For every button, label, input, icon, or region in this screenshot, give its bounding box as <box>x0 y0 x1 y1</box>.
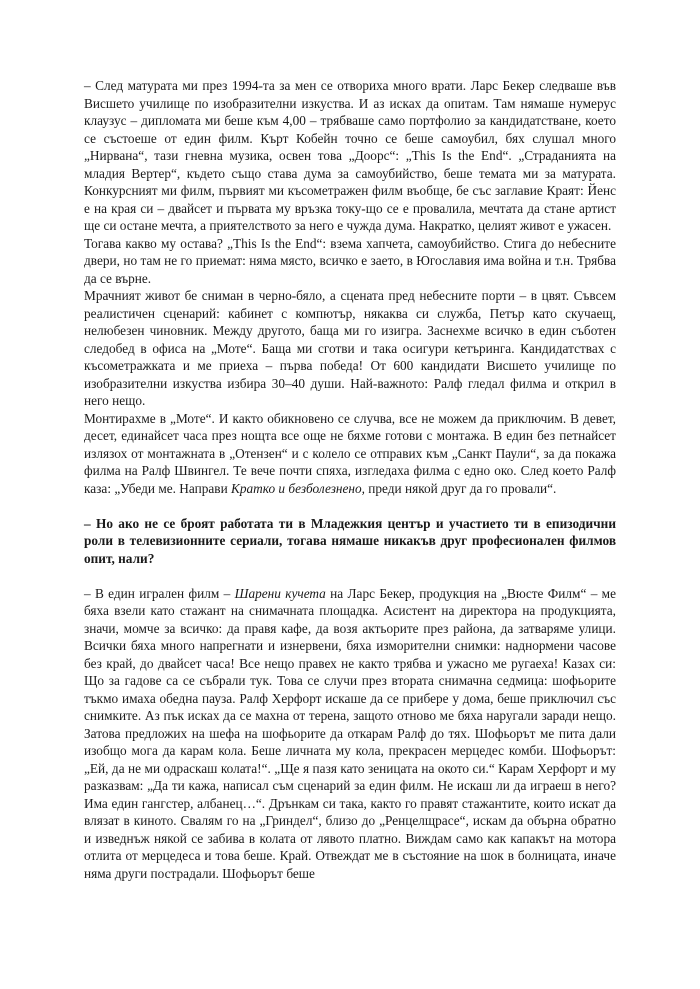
paragraph-4 <box>84 410 616 498</box>
answer-text-end: на Ларс Бекер, продукция на „Вюсте Филм“ – ме бяха взели като стажант на снимачната площадка. Асистент на директора на продукцията, значи, момче за всичко: да правя кафе, да возя актьорите през района, да затваряме улици. Всички бяха много напрегнати и изнервени, бяха изморителни снимки: наднормени часове без край, до двайсет часа! Все нещо правех не както трябва и ужасно ме ругаеха! Казах си: Що за гадове са се събрали тук. Това се случи през втората снимачна седмица: шофьорите тъкмо имаха обедна пауза. Ралф Херфорт искаше да се прибере у дома, беше приключил със снимките. Аз пък исках да се махна от терена, защото отново ме бяха наругали заради нещо. Затова предложих на шефа на шофьорите да откарам Ралф до тях. Шофьорът ме пита дали изобщо мога да карам кола. Беше личната му кола, прекрасен мерцедес комби. Шофьорът: „Ей, да не ми одраскаш колата!“. „Ще я пазя като зеницата на окото си.“ Карам Херфорт и му разказвам: „Да ти кажа, написал съм сценарий за един филм. Не искаш ли да играеш в него? Има един гангстер, албанец…“. Дрънкам си така, както го правят стажантите, които искат да влязат в киното. Свалям го на „Гриндел“, близо до „Ренцелщрасе“, искам да обърна обратно и изведнъж някой се забива в колата от лявото платно. Виждам само как капакът на мотора отлита от мерцедеса и това беше. Край. Отвеждат ме в състояние на шок в болницата, иначе няма други пострадали. Шофьорът беше <box>84 585 617 881</box>
film-title-italic: Шарени кучета <box>234 585 326 601</box>
answer-paragraph <box>84 585 616 883</box>
paragraph-2-text: Тогава какво му остава? „This Is the End“: взема хапчета, самоубийство. Стига до небесните двери, но там не го приемат: няма място, всичко е заето, в Югославия има война и т.н. Трябва да се върне. <box>84 235 616 286</box>
interview-question: – Но ако не се броят работата ти в Младежкия център и участието ти в епизодични роли в телевизионните сериали, тогава нямаше никакъв друг професионален филмов опит, нали? <box>84 515 616 566</box>
spacer <box>84 497 616 515</box>
document-page <box>84 77 616 882</box>
paragraph-1 <box>84 77 616 235</box>
paragraph-1-text: – След матурата ми през 1994-та за мен се отвориха много врати. Ларс Бекер следваше във Висшето училище по изобразителни изкуства. И аз исках да опитам. Там нямаше нумерус клаузус – дипломата ми беше към 4,00 – трябваше само портфолио за кандидатстване, което се състоеше от един филм. Кърт Кобейн точно се беше самоубил, бях слушал много „Нирвана“, тази гневна музика, освен това „Доорс“: „This Is the End“. „Страданията на младия Вертер“, където също става дума за самоубийство, беше темата ми за матурата. Конкурсният ми филм, първият ми късометражен филм въобще, бе със заглавие Краят: Йенс е на края си – двайсет и първата му връзка току-що се е провалила, мечтата да стане артист ще си остане мечта, а приятелството за него е чужда дума. Накратко, целият живот е ужасен. <box>84 78 616 233</box>
paragraph-4-text-end: преди някой друг да го провали“. <box>364 480 557 496</box>
paragraph-4-text-start: Монтирахме в „Моте“. И както обикновено се случва, все не можем да приключим. В девет, десет, единайсет часа през нощта все още не бяхме готови с монтажа. В един без петнайсет излязох от монтажната в „Отензен“ и с колело се отправих към „Санкт Паули“, за да покажа филма на Ралф Швингел. Те вече почти спяха, изгледаха филма с едно око. След което Ралф каза: „Убеди ме. Направи <box>84 410 616 496</box>
paragraph-3 <box>84 287 616 410</box>
answer-text-start: – В един игрален филм – <box>84 585 235 601</box>
paragraph-3-text: Мрачният живот бе сниман в черно-бяло, а сцената пред небесните порти – в цвят. Съвсем реалистичен сценарий: кабинет с компютър, някаква си служба, Петър като скучаещ, нелюбезен чиновник. Между другото, баща ми го изигра. Заснехме всичко в един съботен следобед в офиса на „Моте“. Баща ми сготви и така осигури кетъринга. Кандидатствах с късометражката и ме приеха – първа победа! От 600 кандидати Висшето училище по изобразителни изкуства избира 30–40 души. Най-важното: Ралф гледал филма и открил в него нещо. <box>84 288 616 408</box>
paragraph-2 <box>84 235 616 288</box>
film-title-italic: Кратко и безболезнено, <box>231 480 365 496</box>
spacer <box>84 567 616 585</box>
